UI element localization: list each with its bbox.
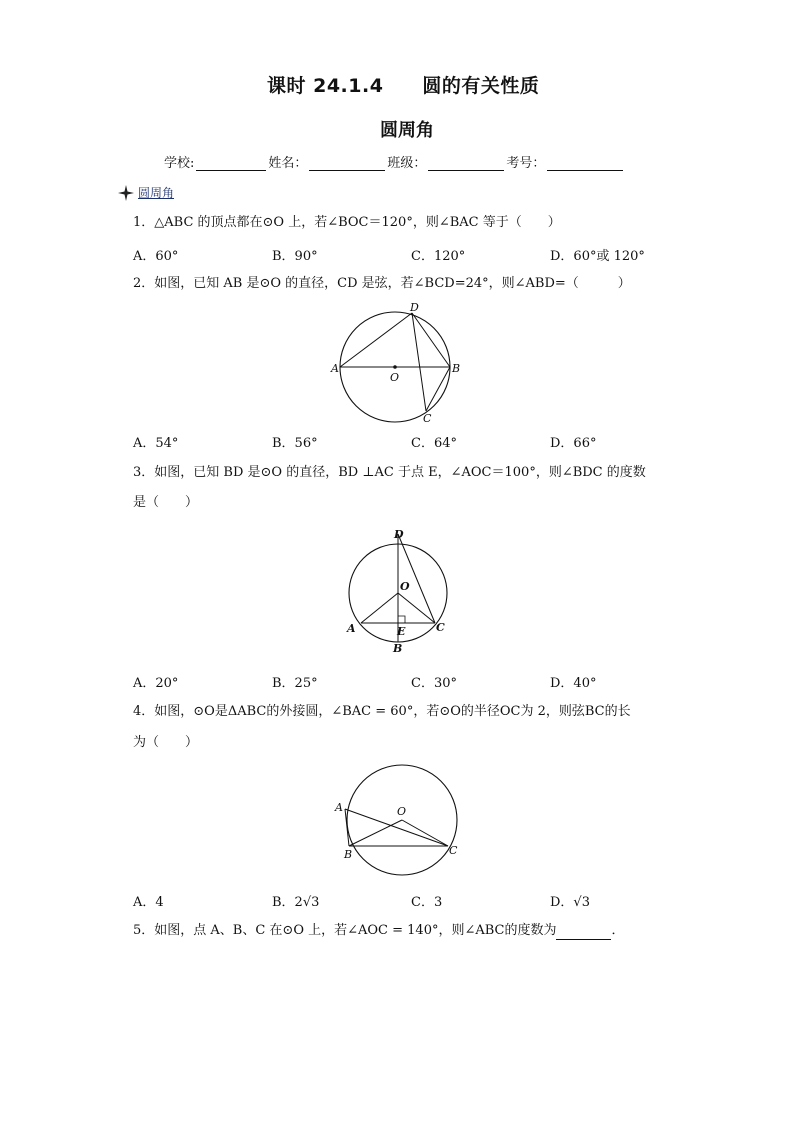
section-heading — [118, 184, 174, 201]
question-4-text-line1: 4．如图，⊙O是ΔABC的外接圆，∠BAC = 60°，若⊙O的半径OC为 2，则弦BC的长 — [133, 704, 631, 719]
option-d[interactable]: D．√3 — [550, 895, 590, 910]
question-3-options — [133, 672, 689, 691]
option-a[interactable]: A．20° — [133, 676, 179, 691]
label-d: D — [394, 528, 404, 541]
four-point-star-icon — [118, 185, 134, 201]
question-5-text: 5．如图，点 A、B、C 在⊙O 上，若∠AOC = 140°，则∠ABC的度数为 — [133, 923, 557, 938]
name-label: 姓名： — [268, 156, 308, 171]
option-a[interactable]: A．4 — [133, 895, 164, 910]
question-3-text-line1: 3．如图，已知 BD 是⊙O 的直径，BD ⊥AC 于点 E，∠AOC＝100°，则∠BDC 的度数 — [133, 465, 646, 480]
school-blank[interactable] — [196, 156, 266, 171]
class-blank[interactable] — [428, 156, 504, 171]
option-b[interactable]: B．56° — [272, 436, 318, 451]
question-1-options — [133, 245, 689, 264]
exam-number-label: 考号： — [506, 156, 546, 171]
label-c: C — [449, 844, 458, 857]
label-o: O — [400, 580, 410, 593]
option-b[interactable]: B．25° — [272, 676, 318, 691]
label-c: C — [423, 412, 432, 425]
class-label: 班级： — [387, 156, 427, 171]
label-a: A — [331, 362, 339, 375]
option-c[interactable]: C．3 — [411, 895, 443, 910]
label-d: D — [410, 302, 419, 314]
option-c[interactable]: C．120° — [411, 249, 466, 264]
option-c[interactable]: C．64° — [411, 436, 457, 451]
question-2-options — [133, 432, 689, 451]
label-c: C — [436, 621, 445, 634]
page-title: 课时 24.1.4 圆的有关性质 — [267, 75, 540, 97]
answer-blank[interactable] — [556, 925, 611, 940]
option-b[interactable]: B．90° — [272, 249, 318, 264]
question-3-text-line2: 是（ ） — [133, 495, 199, 510]
question-5-suffix: ． — [611, 923, 625, 938]
school-label: 学校: — [164, 156, 195, 171]
option-d[interactable]: D．66° — [550, 436, 597, 451]
question-1-text: 1．△ABC 的顶点都在⊙O 上，若∠BOC＝120°，则∠BAC 等于（ ） — [133, 215, 561, 230]
question-3-figure — [340, 526, 452, 656]
question-5 — [133, 922, 625, 940]
option-d[interactable]: D．60°或 120° — [550, 249, 645, 264]
question-4-figure — [334, 764, 466, 878]
question-4-options — [133, 891, 689, 910]
student-info-row — [164, 152, 625, 171]
option-b[interactable]: B．2√3 — [272, 895, 320, 910]
option-a[interactable]: A．54° — [133, 436, 179, 451]
option-d[interactable]: D．40° — [550, 676, 597, 691]
name-blank[interactable] — [309, 156, 385, 171]
label-a: A — [347, 622, 356, 635]
label-b: B — [393, 642, 403, 655]
label-o: O — [397, 805, 407, 818]
page-subtitle: 圆周角 — [380, 120, 434, 141]
question-2-figure — [330, 302, 465, 426]
label-b: B — [452, 362, 461, 375]
question-4-text-line2: 为（ ） — [133, 735, 199, 750]
label-o: O — [390, 371, 400, 384]
label-e: E — [397, 625, 406, 638]
label-a: A — [335, 801, 343, 814]
label-b: B — [344, 848, 353, 861]
exam-number-blank[interactable] — [547, 156, 623, 171]
option-a[interactable]: A．60° — [133, 249, 179, 264]
section-link[interactable]: 圆周角 — [138, 186, 175, 200]
option-c[interactable]: C．30° — [411, 676, 457, 691]
question-2-text: 2．如图，已知 AB 是⊙O 的直径，CD 是弦，若∠BCD=24°，则∠ABD=（ ） — [133, 276, 631, 291]
